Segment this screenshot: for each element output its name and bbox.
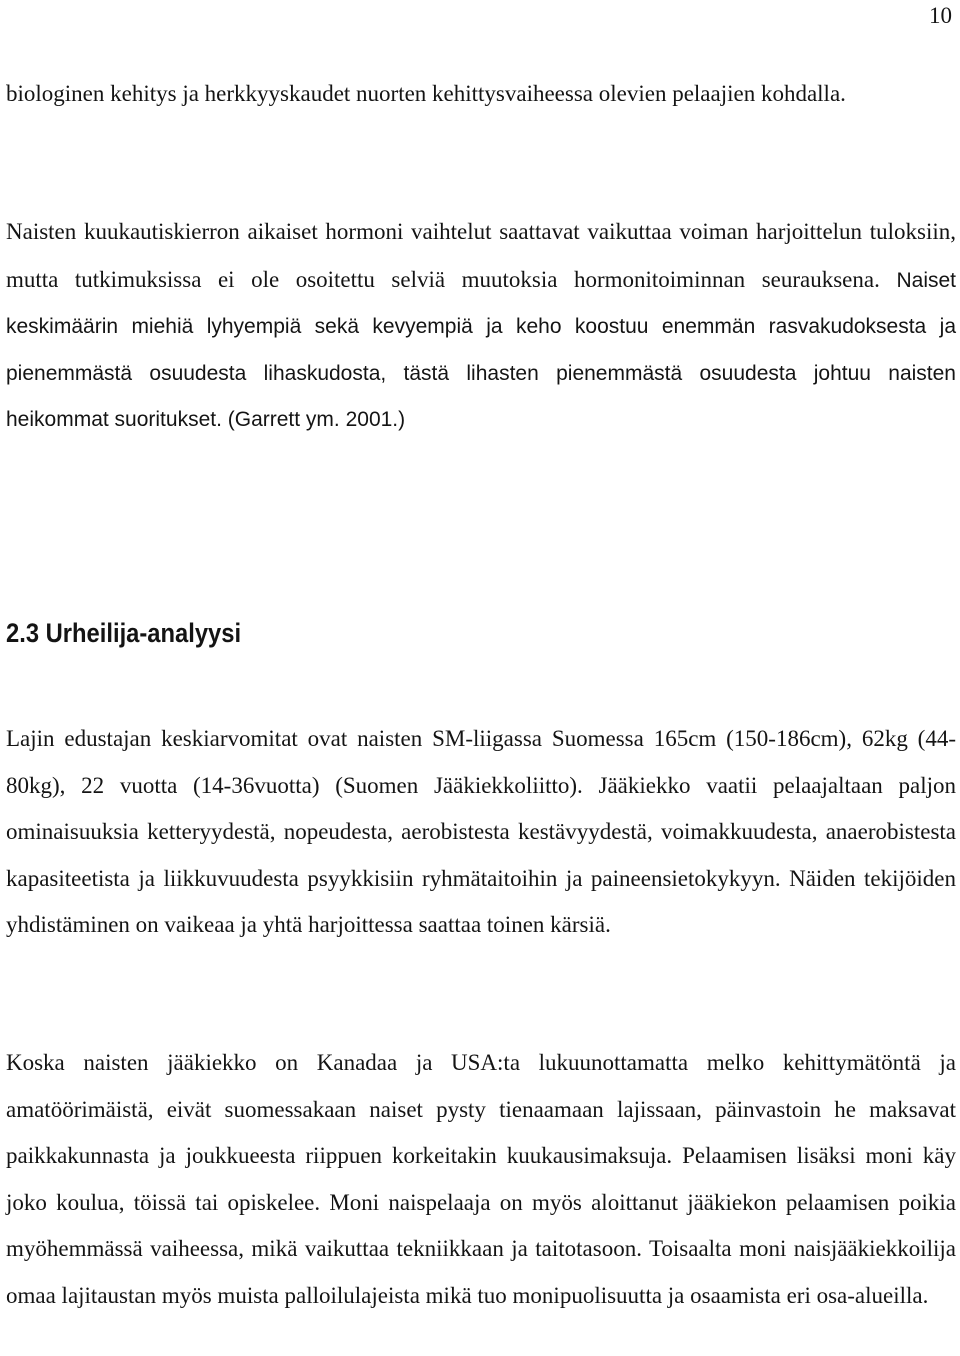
page-number: 10 (929, 3, 952, 28)
paragraph-text-requirements: Jääkiekko vaatii pelaajaltaan paljon ominaisuuksia ketteryydestä, nopeudesta, aerobistesta kestävyydestä, voimakkuudesta, anaerobistesta kapasiteetista ja liikkuvuudesta psyykkisiin ryhmätaitoihin ja paineensietokykyyn. Näiden tekijöiden yhdistäminen on vaikeaa ja yhtä harjoittessa saattaa toinen kärsiä. (6, 772, 956, 937)
paragraph-hormones (6, 209, 956, 444)
paragraph-text-measurements: Lajin edustajan keskiarvomitat ovat naisten SM-liigassa Suomessa 165cm (150-186cm), 62kg (44-80kg), 22 vuotta (14-36vuotta) (Suomen Jääkiekkoliitto). (6, 726, 956, 798)
paragraph-biological-development (6, 71, 956, 118)
paragraph-text: Koska naisten jääkiekko on Kanadaa ja USA:ta lukuunottamatta melko kehittymätöntä ja amatöörimäistä, eivät suomessakaan naiset pysty tienaamaan lajissaan, päinvastoin he maksavat paikkakunnasta ja joukkueesta riippuen korkeitakin kuukausimaksuja. Pelaamisen lisäksi moni käy joko koulua, töissä tai opiskelee. Moni naispelaaja on myös aloittanut jääkiekon pelaamisen poikia myöhemmässä vaiheessa, mikä vaikuttaa tekniikkaan ja taitotasoon. Toisaalta moni naisjääkiekkoilija omaa lajitaustan myös muista palloilulajeista mikä tuo monipuolisuutta ja osaamista eri osa-alueilla. (6, 1050, 956, 1308)
section-heading: 2.3 Urheilija-analyysi (6, 618, 242, 648)
paragraph-text: biologinen kehitys ja herkkyyskaudet nuorten kehittysvaiheessa olevien pelaajien kohdalla. (6, 81, 846, 106)
paragraph-athlete-analysis (6, 716, 956, 949)
paragraph-text-sans-part: Naiset keskimäärin miehiä lyhyempiä sekä kevyempiä ja keho koostuu enemmän rasvakudoksesta ja pienemmästä osuudesta lihaskudosta, tästä lihasten pienemmästä osuudesta johtuu naisten heikommat suoritukset. (Garrett ym. 2001.) (6, 268, 957, 431)
paragraph-text-serif-part: Naisten kuukautiskierron aikaiset hormoni vaihtelut saattavat vaikuttaa voiman harjoittelun tuloksiin, mutta tutkimuksissa ei ole osoitettu selviä muutoksia hormonitoiminnan seurauksena. (6, 219, 956, 292)
paragraph-womens-hockey-status (6, 1040, 956, 1319)
